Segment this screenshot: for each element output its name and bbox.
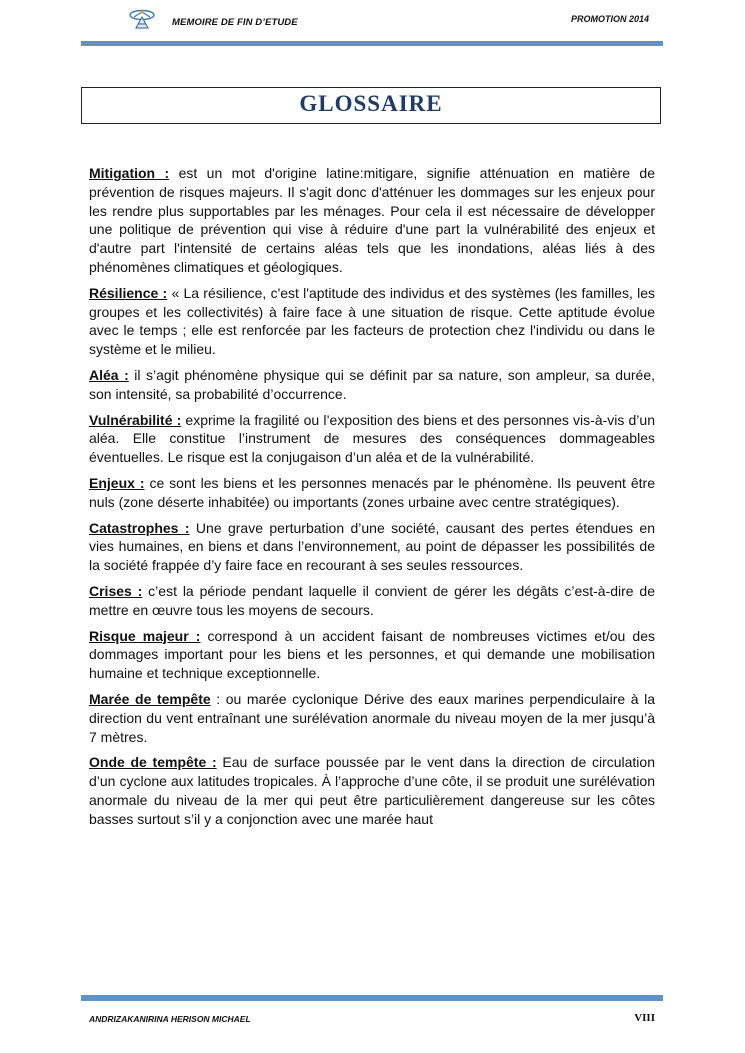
footer-rule xyxy=(81,995,663,1001)
header-promotion: PROMOTION 2014 xyxy=(570,14,649,24)
glossary-term: Crises : xyxy=(89,582,143,599)
glossary-definition: « La résilience, c'est l'aptitude des individus et des systèmes (les familles, les groupes et les collectivités) à faire face à une situation de risque. Cette aptitude évolue avec le temps ; elle est renforcée par les facteurs de protection chez l'individu ou dans le système et le milieu. xyxy=(89,284,655,358)
glossary-term: Mitigation : xyxy=(89,165,170,181)
glossary-entry-resilience xyxy=(89,284,655,359)
glossary-definition: c’est la période pendant laquelle il convient de gérer les dégâts c’est-à-dire de mettre en œuvre tous les moyens de secours. xyxy=(89,582,656,618)
glossary-entry-enjeux xyxy=(89,474,655,512)
glossary-content xyxy=(89,164,655,836)
glossary-entry-catastrophes xyxy=(89,519,655,575)
header-rule xyxy=(81,41,663,46)
glossary-term: Onde de tempête : xyxy=(89,754,217,771)
glossary-definition: Une grave perturbation d’une société, causant des pertes étendues en vies humaines, en biens et dans l’environnement, au point de dépasser les possibilités de la société frappée d’y faire face en recourant à ses seules ressources. xyxy=(89,519,656,574)
page-number: VIII xyxy=(634,1012,655,1024)
glossary-term: Marée de tempête xyxy=(89,690,211,707)
glossary-definition: exprime la fragilité ou l’exposition des biens et des personnes vis-à-vis d’un aléa. Elle constitue l’instrument de mesures des conséquences dommageables éventuelles. Le risque est la conjugaison d’un aléa et de la vulnérabilité. xyxy=(89,411,655,466)
glossary-entry-alea xyxy=(89,366,655,404)
glossary-definition: correspond à un accident faisant de nombreuses victimes et/ou des dommages important pour les biens et les personnes, et qui demande une mobilisation humaine et technique exceptionnelle. xyxy=(89,627,655,682)
footer-author: ANDRIZAKANIRINA HERISON MICHAEL xyxy=(89,1014,251,1024)
page-title-box xyxy=(81,87,661,124)
glossary-term: Catastrophes : xyxy=(89,519,190,536)
glossary-definition: Eau de surface poussée par le vent dans la direction de circulation d’un cyclone aux latitudes tropicales. À l’approche d’une côte, il se produit une surélévation anormale du niveau de la mer qui peut être particulièrement dangereuse sur les côtes basses surtout s’il y a conjonction avec une marée haut xyxy=(89,754,655,827)
header-title: MEMOIRE DE FIN D’ETUDE xyxy=(172,17,298,28)
glossary-term: Enjeux : xyxy=(89,474,145,491)
glossary-entry-vulnerabilite xyxy=(89,411,655,467)
glossary-definition: il s’agit phénomène physique qui se définit par sa nature, son ampleur, sa durée, son intensité, sa probabilité d’occurrence. xyxy=(89,366,655,402)
glossary-entry-mitigation xyxy=(89,164,655,277)
university-logo-icon xyxy=(128,8,156,30)
glossary-term: Risque majeur : xyxy=(89,627,201,644)
glossary-entry-risque-majeur xyxy=(89,627,655,683)
glossary-definition: est un mot d'origine latine:mitigare, signifie atténuation en matière de prévention de risques majeurs. Il s'agit donc d'atténuer les dommages sur les enjeux pour les rendre plus supportables par les ménages. Pour cela il est nécessaire de développer une politique de prévention qui vise à réduire d'une part la vulnérabilité des enjeux et d'autre part l'intensité de certains aléas tels que les inondations, aléas liés à des phénomènes climatiques et géologiques. xyxy=(89,165,655,275)
glossary-definition: ce sont les biens et les personnes menacés par le phénomène. Ils peuvent être nuls (zone déserte inhabitée) ou importants (zones urbaine avec centre stratégiques). xyxy=(89,474,655,510)
glossary-entry-maree-de-tempete xyxy=(89,690,655,746)
glossary-entry-crises xyxy=(89,582,655,620)
glossary-term: Résilience : xyxy=(89,284,168,301)
glossary-term: Aléa : xyxy=(89,366,129,383)
glossary-entry-onde-de-tempete xyxy=(89,753,655,828)
glossary-term: Vulnérabilité : xyxy=(89,411,182,428)
page-title: GLOSSAIRE xyxy=(299,91,443,116)
glossary-definition: : ou marée cyclonique Dérive des eaux marines perpendiculaire à la direction du vent entraînant une surélévation anormale du niveau moyen de la mer jusqu’à 7 mètres. xyxy=(89,690,655,745)
